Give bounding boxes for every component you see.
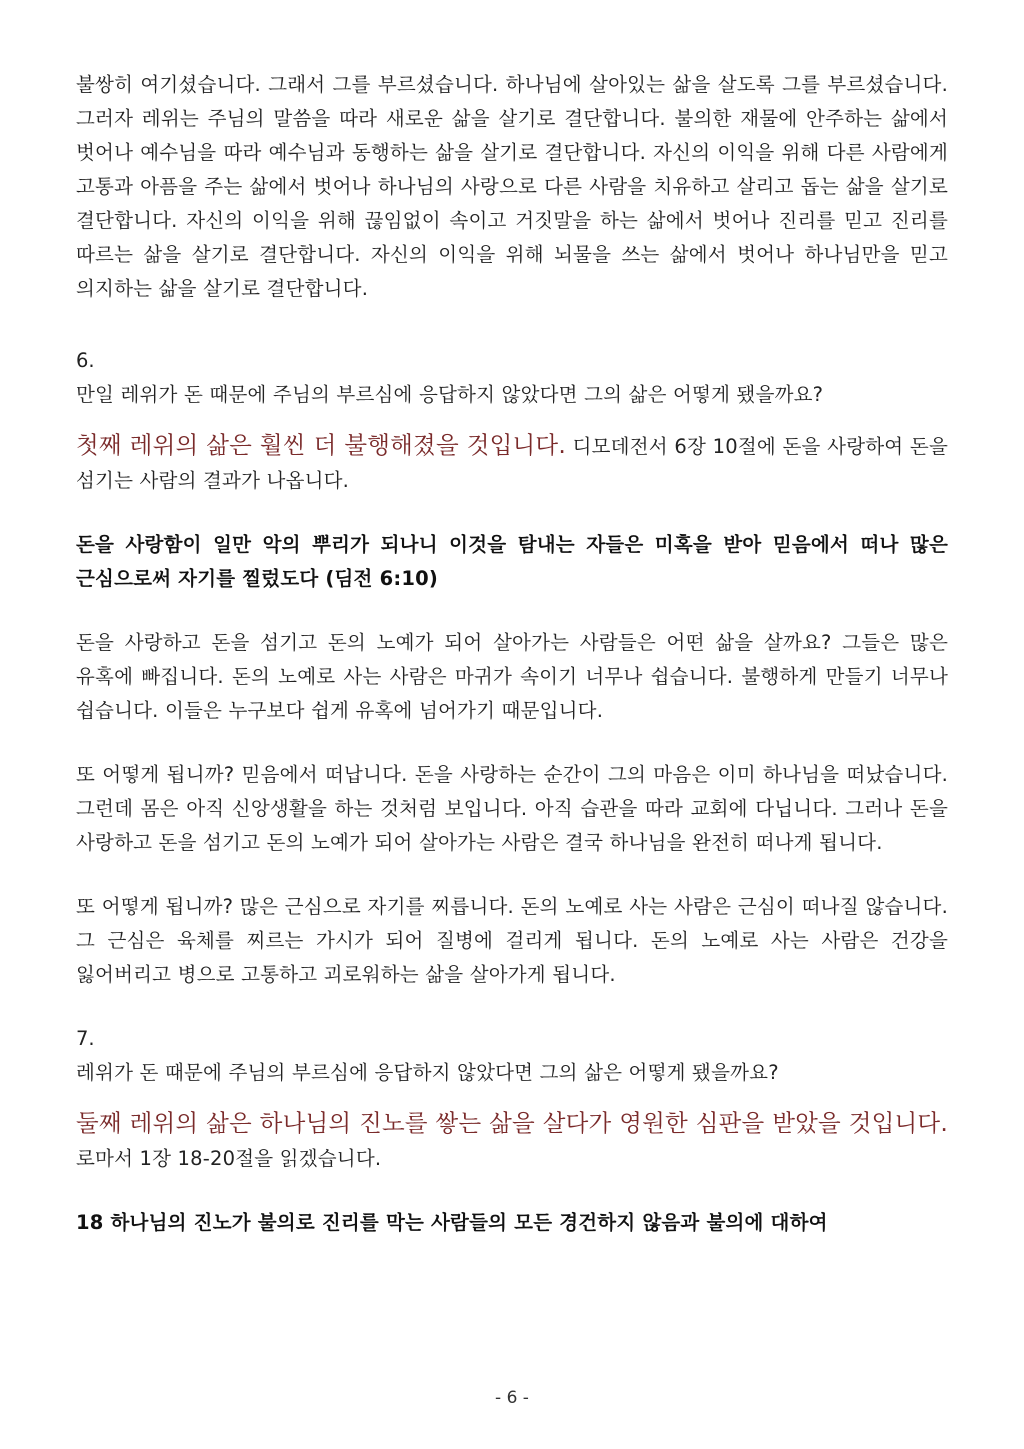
paragraph-slaves-of-money: 돈을 사랑하고 돈을 섬기고 돈의 노예가 되어 살아가는 사람들은 어떤 삶을 살까요? 그들은 많은 유혹에 빠집니다. 돈의 노예로 사는 사람은 마귀가 속이기 너무나 쉽습니다. 불행하게 만들기 너무나 쉽습니다. 이들은 누구보다 쉽게 유혹에 넘어가기 때문입니다.	[76, 631, 948, 722]
answer-6-paragraph	[76, 428, 948, 498]
paragraph-levi-decision: 불쌍히 여기셨습니다. 그래서 그를 부르셨습니다. 하나님에 살아있는 삶을 살도록 그를 부르셨습니다. 그러자 레위는 주님의 말씀을 따라 새로운 삶을 살기로 결단합니다. 불의한 재물에 안주하는 삶에서 벗어나 예수님을 따라 예수님과 동행하는 삶을 살기로 결단합니다. 자신의 이익을 위해 다른 사람에게 고통과 아픔을 주는 삶에서 벗어나 하나님의 사랑으로 다른 사람을 치유하고 살리고 돕는 삶을 살기로 결단합니다. 자신의 이익을 위해 끊임없이 속이고 거짓말을 하는 삶에서 벗어나 진리를 믿고 진리를 따르는 삶을 살기로 결단합니다. 자신의 이익을 위해 뇌물을 쓰는 삶에서 벗어나 하나님만을 믿고 의지하는 삶을 살기로 결단합니다.	[76, 73, 948, 300]
answer-6-rest: 디모데전서 6장 10절에 돈을 사랑하여 돈을 섬기는 사람의 결과가 나옵니다.	[76, 435, 948, 492]
paragraph-leaving-faith: 또 어떻게 됩니까? 믿음에서 떠납니다. 돈을 사랑하는 순간이 그의 마음은 이미 하나님을 떠났습니다. 그런데 몸은 아직 신앙생활을 하는 것처럼 보입니다. 아직 습관을 따라 교회에 다닙니다. 그러나 돈을 사랑하고 돈을 섬기고 돈의 노예가 되어 살아가는 사람은 결국 하나님을 완전히 떠나게 됩니다.	[76, 763, 948, 854]
paragraph-many-griefs: 또 어떻게 됩니까? 많은 근심으로 자기를 찌릅니다. 돈의 노예로 사는 사람은 근심이 떠나질 않습니다. 그 근심은 육체를 찌르는 가시가 되어 질병에 걸리게 됩니다. 돈의 노예로 사는 사람은 건강을 잃어버리고 병으로 고통하고 괴로워하는 삶을 살아가게 됩니다.	[76, 895, 948, 986]
page-number: - 6 -	[495, 1388, 529, 1408]
question-7-number: 7.	[76, 1027, 95, 1050]
answer-7-rest: 로마서 1장 18-20절을 읽겠습니다.	[76, 1147, 382, 1170]
question-6-text: 만일 레위가 돈 때문에 주님의 부르심에 응답하지 않았다면 그의 삶은 어떻게 됐을까요?	[76, 383, 824, 406]
answer-6-highlight: 첫째 레위의 삶은 훨씬 더 불행해졌을 것입니다.	[76, 431, 566, 459]
scripture-romans-1-18: 18 하나님의 진노가 불의로 진리를 막는 사람들의 모든 경건하지 않음과 불의에 대하여	[76, 1211, 828, 1234]
scripture-timothy-6-10: 돈을 사랑함이 일만 악의 뿌리가 되나니 이것을 탐내는 자들은 미혹을 받아 믿음에서 떠나 많은 근심으로써 자기를 찔렀도다 (딤전 6:10)	[76, 533, 948, 590]
question-6-number: 6.	[76, 349, 95, 372]
question-7-text: 레위가 돈 때문에 주님의 부르심에 응답하지 않았다면 그의 삶은 어떻게 됐을까요?	[76, 1061, 779, 1084]
answer-7-paragraph	[76, 1106, 948, 1176]
answer-7-highlight: 둘째 레위의 삶은 하나님의 진노를 쌓는 삶을 살다가 영원한 심판을 받았을 것입니다.	[76, 1109, 948, 1137]
